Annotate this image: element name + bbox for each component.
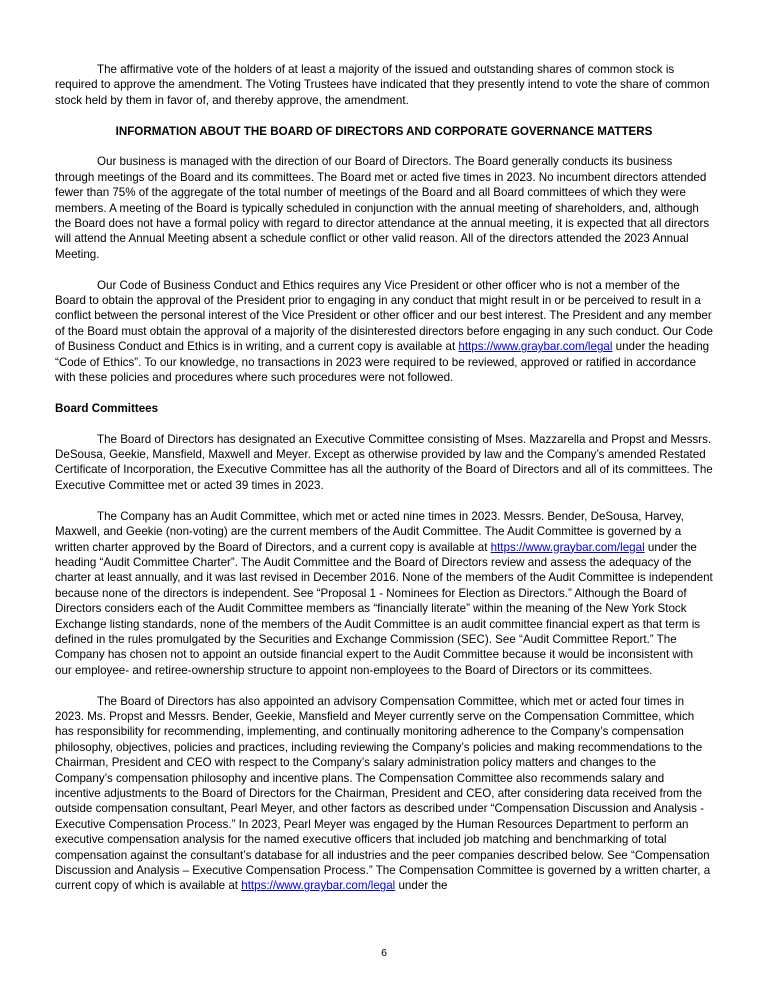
graybar-legal-link-1[interactable]: https://www.graybar.com/legal <box>458 340 613 354</box>
paragraph-code-of-ethics-text-before: Our Code of Business Conduct and Ethics requires any Vice President or other officer who is not a member of the Board to obtain the approval of the President prior to engaging in any conduct that might result in or be perceived to result in a conflict between the personal interest of the Vice President or other officer and our best interest. The President and any member of the Board must obtain the approval of a majority of the disinterested directors before engaging in any such conduct. Our Code of Business Conduct and Ethics is in writing, and a current copy is available at <box>55 278 714 354</box>
paragraph-executive-committee: The Board of Directors has designated an Executive Committee consisting of Mses. Mazzarella and Propst and Messrs. DeSousa, Geekie, Mansfield, Maxwell and Meyer. Except as otherwise provided by law and the Company’s amended Restated Certificate of Incorporation, the Executive Committee has all the authority of the Board of Directors and all of its committees. The Executive Committee met or acted 39 times in 2023. <box>55 432 713 492</box>
paragraph-affirmative-vote: The affirmative vote of the holders of at least a majority of the issued and outstanding shares of common stock is required to approve the amendment. The Voting Trustees have indicated that they presently intend to vote the share of common stock held by them in favor of, and thereby approve, the amendment. <box>55 63 710 107</box>
section-heading-board-governance: INFORMATION ABOUT THE BOARD OF DIRECTORS AND CORPORATE GOVERNANCE MATTERS <box>115 124 653 138</box>
paragraph-audit-committee <box>55 509 713 678</box>
graybar-legal-link-2[interactable]: https://www.graybar.com/legal <box>490 540 645 554</box>
paragraph-code-of-ethics <box>55 278 713 386</box>
graybar-legal-link-3[interactable]: https://www.graybar.com/legal <box>241 879 396 893</box>
paragraph-compensation-committee-text-after: under the <box>395 879 448 893</box>
paragraph-compensation-committee <box>55 694 713 894</box>
paragraph-audit-committee-text-before: The Company has an Audit Committee, which met or acted nine times in 2023. Messrs. Bender, DeSousa, Harvey, Maxwell, and Geekie (non-voting) are the current members of the Audit Committee. The Audit Committee is governed by a written charter approved by the Board of Directors, and a current copy is available at <box>55 509 684 554</box>
board-committees-heading: Board Committees <box>55 401 159 415</box>
paragraph-board-meetings: Our business is managed with the direction of our Board of Directors. The Board generally conducts its business through meetings of the Board and its committees. The Board met or acted five times in 2023. No incumbent directors attended fewer than 75% of the aggregate of the total number of meetings of the Board and all Board committees of which they were members. A meeting of the Board is typically scheduled in conjunction with the annual meeting of shareholders, and, although the Board does not have a formal policy with regard to director attendance at the annual meeting, it is expected that all directors will attend the Annual Meeting absent a schedule conflict or other valid reason. All of the directors attended the 2023 Annual Meeting. <box>55 155 710 261</box>
paragraph-compensation-committee-text-before: The Board of Directors has also appointed an advisory Compensation Committee, which met or acted four times in 2023. Ms. Propst and Messrs. Bender, Geekie, Mansfield and Meyer currently serve on the Compensation Committee, which has responsibility for recommending, implementing, and continually monitoring adherence to the Company’s compensation philosophy, objectives, policies and practices, including reviewing the Company’s policies and making recommendations to the Chairman, President and CEO with respect to the Company’s salary administration policy matters and changes to the Company’s compensation philosophy and incentive plans. The Compensation Committee also recommends salary and incentive adjustments to the Board of Directors for the Chairman, President and CEO, after considering data received from the outside compensation consultant, Pearl Meyer, and other factors as described under “Compensation Discussion and Analysis - Executive Compensation Process.” In 2023, Pearl Meyer was engaged by the Human Resources Department to perform an executive compensation analysis for the named executive officers that included job matching and benchmarking of total compensation against the consultant’s database for all industries and the peer companies described below. See “Compensation Discussion and Analysis – Executive Compensation Process.” The Compensation Committee is governed by a written charter, a current copy of which is available at <box>55 694 711 893</box>
paragraph-audit-committee-text-after: under the heading “Audit Committee Charter”. The Audit Committee and the Board of Directors review and assess the adequacy of the charter at least annually, and it was last revised in December 2016. None of the members of the Audit Committee is independent because none of the directors is independent. See “Proposal 1 - Nominees for Election as Directors.” Although the Board of Directors considers each of the Audit Committee members as “financially literate” within the meaning of the New York Stock Exchange listing standards, none of the members of the Audit Committee is an audit committee financial expert as that term is defined in the rules promulgated by the Securities and Exchange Commission (SEC). See “Audit Committee Report.” The Company has chosen not to appoint an outside financial expert to the Audit Committee because it would be inconsistent with our employee- and retiree-ownership structure to appoint non-employees to the Board of Directors or its committees. <box>55 540 713 677</box>
page-number: 6 <box>381 946 387 959</box>
paragraph-code-of-ethics-text-after: under the heading “Code of Ethics”. To our knowledge, no transactions in 2023 were required to be reviewed, approved or ratified in accordance with these policies and procedures where such procedures were not followed. <box>55 340 710 385</box>
